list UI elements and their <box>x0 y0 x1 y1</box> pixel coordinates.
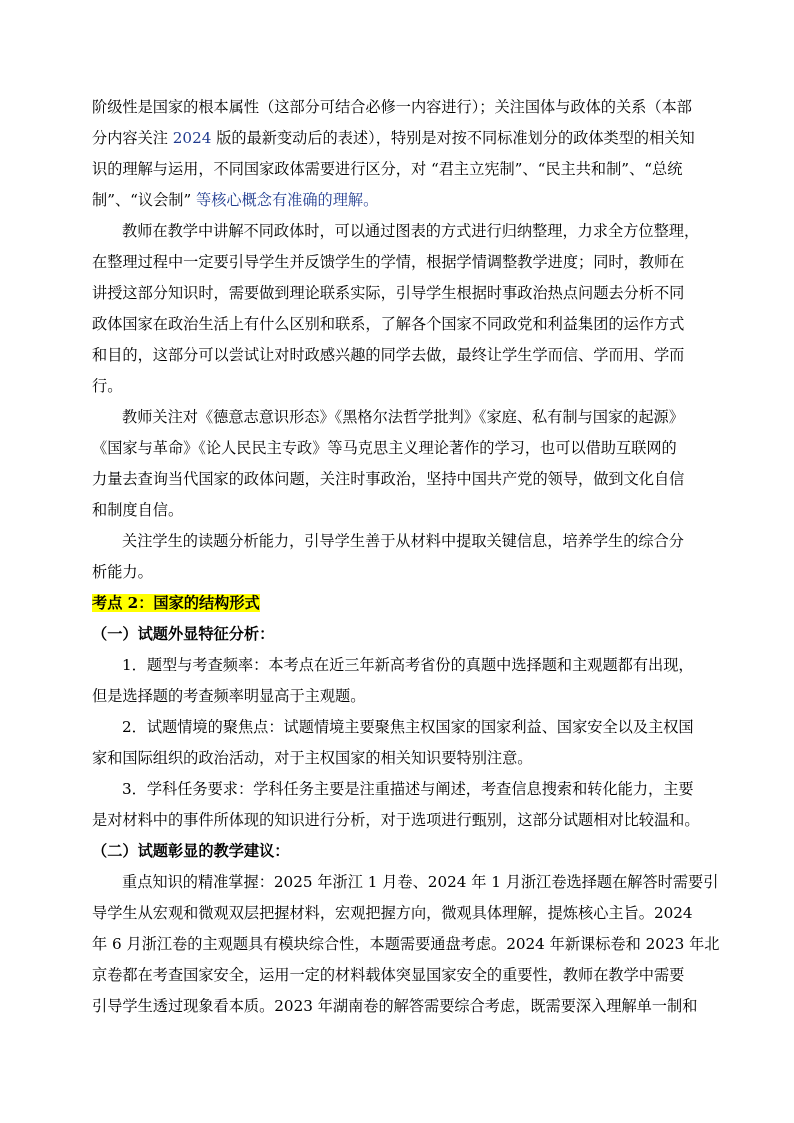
para2-line-4: 政体国家在政治生活上有什么区别和联系，了解各个国家不同政党和利益集团的运作方式 <box>92 315 685 333</box>
para3-line-1: 教师关注对《德意志意识形态》《黑格尔法哲学批判》《家庭、私有制与国家的起源》 <box>122 408 684 426</box>
section1-item1-line-1: 1．题型与考查频率：本考点在近三年新高考省份的真题中选择题和主观题都有出现， <box>122 656 694 674</box>
section2-heading: （二）试题彰显的教学建议： <box>92 842 290 860</box>
para1-line-2 <box>92 123 722 154</box>
kaodian-heading <box>92 588 722 619</box>
section2-para-line-3: 年 6 月浙江卷的主观题具有模块综合性，本题需要通盘考虑。2024 年新课标卷和 2023 年北 <box>92 935 720 953</box>
kaodian-heading-text: 考点 2：国家的结构形式 <box>92 594 260 612</box>
section2-para-line-2: 导学生从宏观和微观双层把握材料，宏观把握方向，微观具体理解，提炼核心主旨。2024 <box>92 904 693 922</box>
para1-line-4-b: 等核心概念有准确的理解。 <box>191 191 379 209</box>
section2-para-line-5: 引导学生透过现象看本质。2023 年湖南卷的解答需要综合考虑，既需要深入理解单一制和 <box>92 997 698 1015</box>
section1-item3-line-1: 3．学科任务要求：学科任务主要是注重描述与阐述，考查信息搜索和转化能力，主要 <box>122 780 694 798</box>
section1-item2-line-2: 家和国际组织的政治活动，对于主权国家的相关知识要特别注意。 <box>92 749 533 767</box>
para1-line-2-a: 分内容关注 <box>92 129 173 147</box>
para1-line-4 <box>92 185 722 216</box>
para1-line-3: 识的理解与运用，不同国家政体需要进行区分，对 “君主立宪制”、“民主共和制”、“总统 <box>92 160 683 178</box>
para2-line-5: 和目的，这部分可以尝试让对时政感兴趣的同学去做，最终让学生学而信、学而用、学而 <box>92 346 685 364</box>
section1-item3-line-2: 是对材料中的事件所体现的知识进行分析，对于选项进行甄别，这部分试题相对比较温和。 <box>92 811 700 829</box>
para2-line-3: 讲授这部分知识时，需要做到理论联系实际，引导学生根据时事政治热点问题去分析不同 <box>92 284 685 302</box>
para1-line-4-a: 制”、“议会制” <box>92 191 192 209</box>
section2-para-line-1: 重点知识的精准掌握：2025 年浙江 1 月卷、2024 年 1 月浙江卷选择题在解答时需要引 <box>122 873 719 891</box>
para2-line-2: 在整理过程中一定要引导学生并反馈学生的学情，根据学情调整教学进度；同时，教师在 <box>92 253 685 271</box>
para2-line-1: 教师在教学中讲解不同政体时，可以通过图表的方式进行归纳整理，力求全方位整理， <box>122 222 700 240</box>
year-2024: 2024 <box>172 129 212 147</box>
para2-line-6: 行。 <box>92 377 123 395</box>
section2-para-line-4: 京卷都在考查国家安全，运用一定的材料载体突显国家安全的重要性，教师在教学中需要 <box>92 966 685 984</box>
para1-line-1: 阶级性是国家的根本属性（这部分可结合必修一内容进行）；关注国体与政体的关系（本部 <box>92 98 692 116</box>
section1-item1-line-2: 但是选择题的考查频率明显高于主观题。 <box>92 687 366 705</box>
para4-line-1: 关注学生的读题分析能力，引导学生善于从材料中提取关键信息，培养学生的综合分 <box>122 532 684 550</box>
para1-line-2-b: 版的最新变动后的表述），特别是对按不同标准划分的政体类型的相关知 <box>211 129 695 147</box>
para3-line-3: 力量去查询当代国家的政体问题，关注时事政治，坚持中国共产党的领导，做到文化自信 <box>92 470 685 488</box>
para3-line-2: 《国家与革命》《论人民民主专政》等马克思主义理论著作的学习，也可以借助互联网的 <box>92 439 677 457</box>
para3-line-4: 和制度自信。 <box>92 501 184 519</box>
para4-line-2: 析能力。 <box>92 563 153 581</box>
section1-item2-line-1: 2．试题情境的聚焦点：试题情境主要聚焦主权国家的国家利益、国家安全以及主权国 <box>122 718 694 736</box>
section1-heading: （一）试题外显特征分析： <box>92 625 275 643</box>
